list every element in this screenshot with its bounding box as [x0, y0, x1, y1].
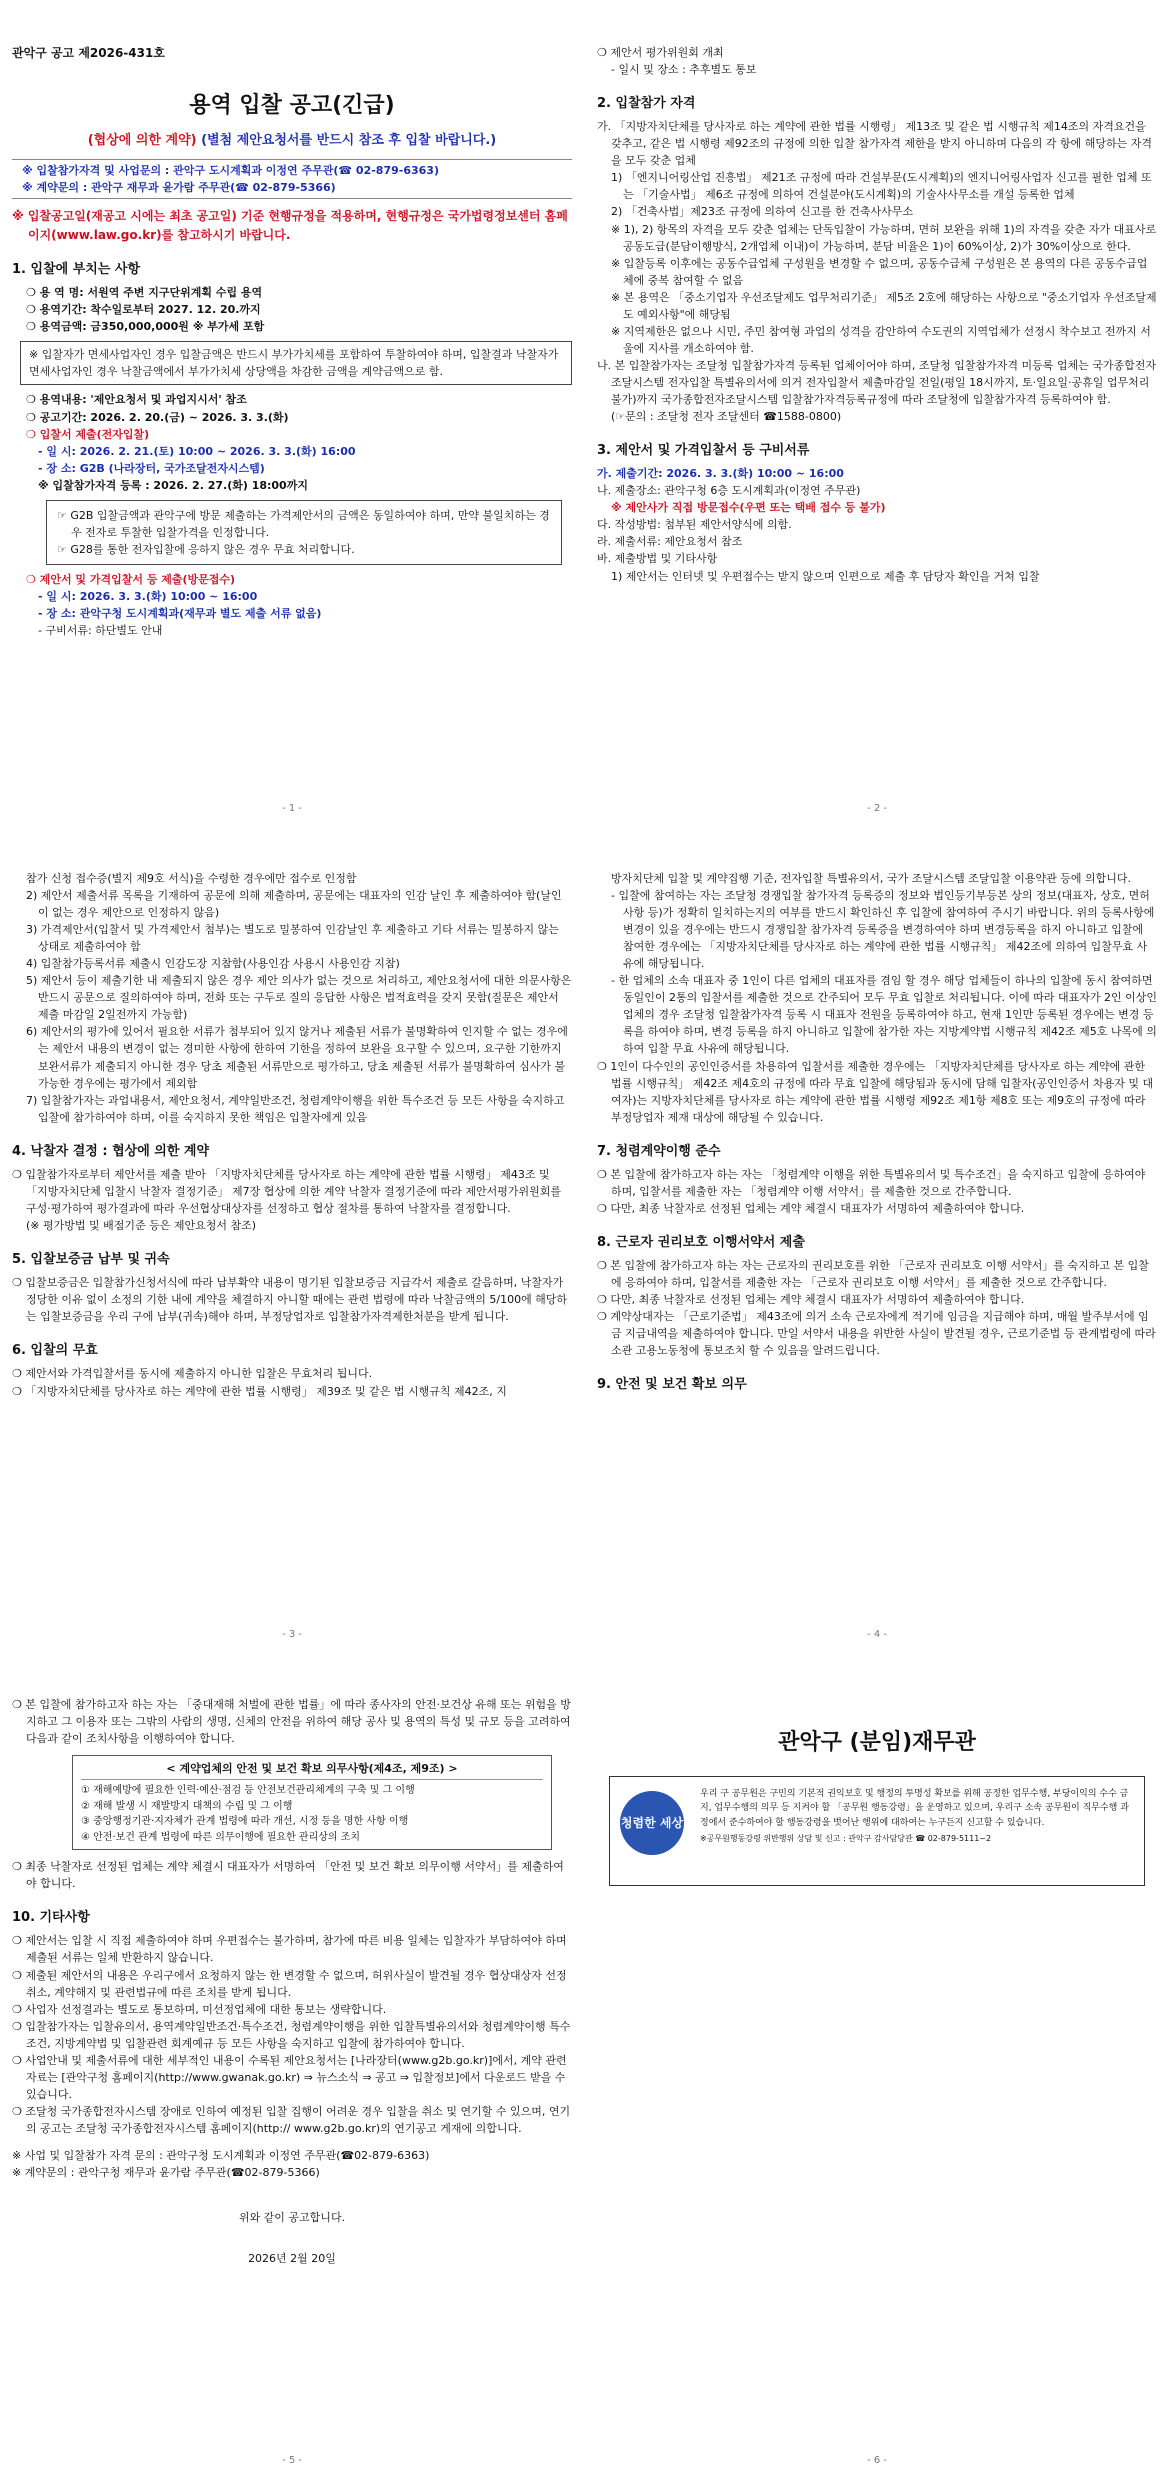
s2-item: 2) 「건축사법」제23조 규정에 의하여 신고를 한 건축사사무소	[611, 205, 914, 219]
page-number: - 2 -	[867, 802, 887, 814]
bid-location: - 장 소: G2B (나라장터, 국가조달전자시스템)	[38, 461, 265, 475]
section-4-title: 4. 낙찰자 결정 : 협상에 의한 계약	[12, 1143, 210, 1159]
s1-item: ❍ 제안서 및 가격입찰서 등 제출(방문접수)	[26, 572, 236, 586]
bid-notice: ☞ G2B 입찰금액과 관악구에 방문 제출하는 가격제안서의 금액은 동일하여야 하며, 만약 불일치하는 경우 전자로 투찰한 입찰가격을 인정합니다.	[57, 508, 550, 539]
safety-item: ③ 중앙행정기관·지자체가 관계 법령에 따라 개선, 시정 등을 명한 사항 이행	[81, 1816, 409, 1828]
s10-item: ❍ 입찰참가자는 입찰유의서, 용역계약일반조건·특수조건, 청렴계약이행을 위한 입찰특별유의서와 청렴계약이행 특수조건, 지방계약법 및 입찰관련 회계예규 등 모든 사항을 숙지하고 입찰에 참가하여야 합니다.	[12, 2019, 571, 2050]
p3-item: 2) 제안서 제출서류 목록을 기재하여 공문에 의해 제출하며, 공문에는 대표자의 인감 날인 후 제출하여야 함(날인이 없는 경우 제안으로 인정하지 않음)	[26, 889, 562, 920]
page-title: 용역 입찰 공고(긴급)	[189, 92, 395, 118]
p5-item: ❍ 본 입찰에 참가하고자 하는 자는 「중대재해 처벌에 관한 법률」에 따라 종사자의 안전·보건상 유해 또는 위험을 방지하고 그 이용자 또는 그밖의 사람의 생명, 신체의 안전을 위하여 해당 공사 및 용역의 특성 및 규모 등을 고려하여 다음과 같이 조치사항을 이행하여야 합니다.	[12, 1698, 571, 1746]
page-5-content	[12, 1696, 572, 2267]
s7-item: ❍ 다만, 최종 낙찰자로 선정된 업체는 계약 체결시 대표자가 서명하여 제출하여야 합니다.	[597, 1201, 1025, 1215]
page-3	[0, 826, 584, 1652]
s8-item: ❍ 본 입찰에 참가하고자 하는 자는 근로자의 권리보호를 위한 「근로자 권리보호 이행 서약서」를 숙지하고 본 입찰에 응하여야 하며, 입찰서를 제출한 자는 「근로자 권리보호 이행 서약서」를 제출한 것으로 간주합니다.	[597, 1259, 1149, 1290]
s2-item: (☞문의 : 조달청 전자 조달센터 ☎1588-0800)	[611, 410, 842, 424]
p4-item: - 입찰에 참여하는 자는 조달청 경쟁입찰 참가자격 등록증의 정보와 법인등기부등본 상의 정보(대표자, 상호, 면허사항 등)가 정확히 일치하는지의 여부를 반드시 확인하신 후 입찰에 참여하여 주시기 바랍니다. 위의 등록사항에 변경이 있을 경우에는 반드시 경쟁입찰 참가자격 등록증을 변경하여야 하며 변경등록을 하지 아니하고 입찰에 참여한 경우에는 「지방자치단체를 당사자로 하는 계약에 관한 법률 시행규칙」 제42조에 의하여 입찰무효 사유에 해당됩니다.	[611, 889, 1155, 971]
page-number: - 5 -	[282, 2454, 302, 2466]
submit-documents: - 구비서류: 하단별도 안내	[38, 624, 163, 638]
issuer-title: 관악구 (분임)재무관	[778, 1730, 976, 1755]
page-2-content	[597, 44, 1157, 585]
p2-item: ❍ 제안서 평가위원회 개최	[597, 46, 724, 59]
s2-item: ※ 지역제한은 없으나 시민, 주민 참여형 과업의 성격을 감안하여 수도권의 지역업체가 선정시 착수보고 전까지 서울에 지사를 개소하여야 함.	[611, 324, 1151, 355]
s3-item: 라. 제출서류: 제안요청서 참조	[597, 535, 743, 549]
safety-item: ② 재해 발생 시 재발방지 대책의 수립 및 그 이행	[81, 1800, 293, 1812]
subtitle	[12, 131, 572, 151]
bid-notice-box	[46, 500, 562, 565]
notice-number: 관악구 공고 제2026-431호	[12, 46, 165, 60]
p4-item: ❍ 1인이 다수인의 공인인증서를 차용하여 입찰서를 제출한 경우에는 「지방자치단체를 당사자로 하는 계약에 관한 법률 시행규칙」 제42조 제4호의 규정에 따라 무효 입찰에 해당됨과 동시에 담해 입찰자(공인인증서 차용자 및 대여자)는 지방자치단체를 당사자로 하는 계약에 관한 법률 시행령 제92조 제1항 제8호 또는 제9호의 규정에 따라 부정당업자 제재 대상에 해당될 수 있습니다.	[597, 1059, 1154, 1124]
s4-item: ❍ 입찰참가자로부터 제안서를 제출 받아 「지방자치단체를 당사자로 하는 계약에 관한 법률 시행령」 제43조 및 「지방자치단체 입찰시 낙찰자 결정기준」 제7장 협상에 의한 계약 낙찰자 결정기준에 따라 제안서평가위원회를 구성·평가하여 평가결과에 따라 우선협상대상자를 선정하고 협상 절차를 통하여 낙찰자를 결정합니다.	[12, 1167, 562, 1215]
s10-item: ❍ 사업자 선정결과는 별도로 통보하며, 미선정업체에 대한 통보는 생략합니다.	[12, 2002, 387, 2016]
s3-item: 1) 제안서는 인터넷 및 우편접수는 받지 않으며 인편으로 제출 후 담당자 확인을 거쳐 입찰	[611, 569, 1040, 583]
integrity-text-block	[700, 1787, 1134, 1846]
regulation-warning: ※ 입찰공고일(재공고 시에는 최초 공고일) 기준 현행규정을 적용하며, 현행규정은 국가법령정보센터 홈페이지(www.law.go.kr)를 참고하시기 바랍니다.	[12, 208, 568, 242]
s10-item: ❍ 조달청 국가종합전자시스템 장애로 인하여 예정된 입찰 집행이 어려운 경우 입찰을 취소 및 연기할 수 있으며, 연기의 공고는 조달청 국가종합전자시스템 홈페이지(http:// www.g2b.go.kr)의 연기공고 게재에 의합니다.	[12, 2104, 571, 2135]
s2-item: 1) 「엔지니어링산업 진흥법」 제21조 규정에 따라 건설부문(도시계획)의 엔지니어링사업자 신고를 필한 업체 또는 「기술사법」 제6조 규정에 의하여 건설분야(도시계획)의 기술사사무소를 개설 등록한 업체	[611, 171, 1152, 202]
s1-item: ❍ 용역기간: 착수일로부터 2027. 12. 20.까지	[26, 303, 261, 317]
page-3-content	[12, 870, 572, 1400]
integrity-box	[609, 1776, 1145, 1886]
p3-item: 7) 입찰참가자는 과업내용서, 제안요청서, 계약일반조건, 청렴계약이행을 위한 특수조건 등 모든 사항을 숙지하고 입찰에 참가하여야 하며, 이를 숙지하지 못한 책임은 입찰자에게 있음	[26, 1093, 565, 1124]
s4-item: (※ 평가방법 및 배점기준 등은 제안요청서 참조)	[26, 1218, 257, 1232]
contact-qualification: ※ 입찰참가자격 및 사업문의 : 관악구 도시계획과 이정연 주무관(☎ 02-879-6363)	[22, 163, 439, 177]
section-5-title: 5. 입찰보증금 납부 및 귀속	[12, 1252, 170, 1268]
s10-item: ❍ 사업안내 및 제출서류에 대한 세부적인 내용이 수록된 제안요청서는 [나라장터(www.g2b.go.kr)]에서, 계약 관련 자료는 [관악구청 홈페이지(http://www.gwanak.go.kr) ⇒ 뉴스소식 ⇒ 공고 ⇒ 입찰정보]에서 다운로드 받을 수 있습니다.	[12, 2053, 567, 2101]
p5-item: ❍ 최종 낙찰자로 선정된 업체는 계약 체결시 대표자가 서명하여 「안전 및 보건 확보 의무이행 서약서」를 제출하여야 합니다.	[12, 1860, 564, 1891]
s5-item: ❍ 입찰보증금은 입찰참가신청서식에 따라 납부확약 내용이 명기된 입찰보증금 지급각서 제출로 갈음하며, 낙찰자가 정당한 이유 없이 소정의 기한 내에 계약을 체결하지 아니할 때에는 관련 법령에 따라 낙찰금액의 5/100에 해당하는 입찰보증금을 우리 구에 납부(귀속)해야 하며, 부정당업자로 입찰참가자격제한처분을 받게 됩니다.	[12, 1276, 568, 1324]
s1-item: ❍ 공고기간: 2026. 2. 20.(금) ~ 2026. 3. 3.(화)	[26, 410, 289, 424]
s2-item: ※ 본 용역은 「중소기업자 우선조달제도 업무처리기준」 제5조 2호에 해당하는 사항으로 "중소기업자 우선조달제도 예외사항"에 해당됨	[611, 290, 1157, 321]
submit-datetime: - 일 시: 2026. 3. 3.(화) 10:00 ~ 16:00	[38, 589, 258, 603]
s8-item: ❍ 계약상대자는 「근로기준법」 제43조에 의거 소속 근로자에게 적기에 임금을 지급해야 하며, 매월 발주부서에 임금 지급내역을 제출하여야 합니다. 만일 서약서 내용을 위반한 사실이 발견될 경우, 근로기준법 등 관계법령에 따라 소관 고용노동청에 통보조치 할 수 있음을 알려드립니다.	[597, 1310, 1156, 1358]
p3-item: 3) 가격제안서(입찰서 및 가격제안서 첨부)는 별도로 밀봉하여 인감날인 후 제출하고 기타 서류는 밀봉하지 않는 상태로 제출하여야 함	[26, 923, 559, 954]
s3-item: 나. 제출장소: 관악구청 6층 도시계획과(이정연 주무관)	[597, 484, 861, 498]
section-6-title: 6. 입찰의 무효	[12, 1343, 98, 1359]
section-7-title: 7. 청렴계약이행 준수	[597, 1143, 721, 1159]
bid-registration: ※ 입찰참가자격 등록 : 2026. 2. 27.(화) 18:00까지	[38, 478, 308, 492]
s2-item: 나. 본 입찰참가자는 조달청 입찰참가자격 등록된 업체이어야 하며, 조달청 입찰참가자격 미등록 업체는 국가종합전자조달시스템 전자입찰 특별유의서에 의거 전자입찰서 제출마감일 전일(평일 18시까지, 토·일요일·공휴일 업무처리 불가)까지 국가종합전자조달시스템 입찰참가자격등록규정에 따라 조달청에 입찰참가자격 등록하여야 함.	[597, 358, 1156, 406]
integrity-logo-icon: 청렴한 세상	[620, 1791, 684, 1855]
section-3-title: 3. 제안서 및 가격입찰서 등 구비서류	[597, 443, 810, 459]
page-number: - 4 -	[867, 1628, 887, 1640]
page-4	[585, 826, 1169, 1652]
s6-item: ❍ 제안서와 가격입찰서를 동시에 제출하지 아니한 입찰은 무효처리 됩니다.	[12, 1367, 373, 1381]
contact-box	[12, 159, 572, 199]
s2-item: ※ 1), 2) 항목의 자격을 모두 갖춘 업체는 단독입찰이 가능하며, 면허 보완을 위해 1)의 자격을 갖춘 자가 대표사로 공동도급(분담이행방식, 2개업체 이내)이 가능하며, 분담 비율은 1)이 60%이상, 2)가 30%이상으로 한다.	[611, 222, 1157, 253]
s3-item: 가. 제출기간: 2026. 3. 3.(화) 10:00 ~ 16:00	[597, 467, 844, 481]
page-number: - 3 -	[282, 1628, 302, 1640]
s10-item: ❍ 제출된 제안서의 내용은 우리구에서 요청하지 않는 한 변경할 수 없으며, 허위사실이 발견될 경우 협상대상자 선정취소, 계약해지 및 관련법규에 따른 조치를 받게 됩니다.	[12, 1968, 567, 1999]
contact-line: ※ 사업 및 입찰참가 자격 문의 : 관악구청 도시계획과 이정연 주무관(☎02-879-6363)	[12, 2148, 430, 2162]
contact-line: ※ 계약문의 : 관악구청 재무과 윤가람 주무관(☎02-879-5366)	[12, 2166, 320, 2180]
closing-statement: 위와 같이 공고합니다.	[238, 2211, 346, 2225]
s7-item: ❍ 본 입찰에 참가하고자 하는 자는 「청렴계약 이행을 위한 특별유의서 및 특수조건」을 숙지하고 입찰에 응하여야 하며, 입찰서를 제출한 자는 「청렴계약 이행 서약서」를 제출한 것으로 간주합니다.	[597, 1167, 1146, 1198]
s2-item: 가. 「지방자치단체를 당사자로 하는 계약에 관한 법률 시행령」 제13조 및 같은 법 시행규칙 제14조의 자격요건을 갖추고, 같은 법 시행령 제92조의 규정에 의한 입찰 참가자격 제한을 받지 아니하며 다음의 각 항에 해당하는 자격을 모두 갖춘 업체	[597, 120, 1152, 168]
p3-item: 5) 제안서 등이 제출기한 내 제출되지 않은 경우 제안 의사가 없는 것으로 처리하고, 제안요청서에 대한 의문사항은 반드시 공문으로 질의하여야 하며, 전화 또는 구두로 질의 응답한 사항은 법적효력을 갖지 못함(질문은 제안서 제출 마감일 2일전까지 가능함)	[26, 974, 572, 1022]
s3-item: ※ 제안사가 직접 방문접수(우편 또는 택배 접수 등 불가)	[611, 501, 886, 515]
s2-item: ※ 입찰등록 이후에는 공동수급업체 구성원을 변경할 수 없으며, 공동수급체 구성원은 본 용역의 다른 공동수급업체에 중복 참여할 수 없음	[611, 256, 1148, 287]
page-1	[0, 0, 584, 826]
p3-item: 4) 입찰참가등록서류 제출시 인감도장 지참함(사용인감 사용시 사용인감 지참)	[26, 957, 400, 971]
section-9-title: 9. 안전 및 보건 확보 의무	[597, 1377, 747, 1393]
s10-item: ❍ 제안서는 입찰 시 직접 제출하여야 하며 우편접수는 불가하며, 참가에 따른 비용 일체는 입찰자가 부담하여야 하며 제출된 서류는 일체 반환하지 않습니다.	[12, 1934, 567, 1965]
vat-note-box: ※ 입찰자가 면세사업자인 경우 입찰금액은 반드시 부가가치세를 포함하여 투찰하여야 하며, 입찰결과 낙찰자가 면세사업자인 경우 낙찰금액에서 부가가치세 상당액을 차감한 금액을 계약금액으로 함.	[20, 341, 572, 385]
s3-item: 다. 작성방법: 첨부된 제안서양식에 의함.	[597, 518, 792, 532]
s1-item: ❍ 용역내용: '제안요청서 및 과업지시서' 참조	[26, 393, 247, 407]
page-number: - 1 -	[282, 802, 302, 814]
page-2	[585, 0, 1169, 826]
p4-item: - 한 업체의 소속 대표자 중 1인이 다른 업체의 대표자를 겸임 할 경우 해당 업체들이 하나의 입찰에 동시 참여하면 동일인이 2통의 입찰서를 제출한 것으로 간주되어 모두 무효 입찰로 처리됩니다. 이에 따라 대표자가 2인 이상인 업체의 경우 조달청 입찰참가자격 등록 시 대표자 전원을 등록하여야 하고, 현재 1인만 등록된 경우에는 변경 등록을 하여야 하며, 변경 등록을 하지 아니하고 입찰에 참가한 자는 지방계약법 시행규칙 제42조 제5호 나목에 의하여 입찰 무효 사유에 해당됩니다.	[611, 974, 1157, 1056]
p2-item: - 일시 및 장소 : 추후별도 통보	[611, 63, 757, 77]
contact-contract: ※ 계약문의 : 관악구 재무과 윤가람 주무관(☎ 02-879-5366)	[22, 180, 336, 194]
bid-datetime: - 일 시: 2026. 2. 21.(토) 10:00 ~ 2026. 3. 3.(화) 16:00	[38, 444, 356, 458]
s8-item: ❍ 다만, 최종 낙찰자로 선정된 업체는 계약 체결시 대표자가 서명하여 제출하여야 합니다.	[597, 1293, 1025, 1307]
safety-box-title: < 계약업체의 안전 및 보건 확보 의무사항(제4조, 제9조) >	[81, 1760, 543, 1780]
integrity-report-contact: ※공무원행동강령 위반행위 상담 및 신고 : 관악구 감사담당관 ☎ 02-879-5111~2	[700, 1834, 992, 1844]
p4-item: 방자치단체 입찰 및 계약집행 기준, 전자입찰 특별유의서, 국가 조달시스템 조달입찰 이용약관 등에 의합니다.	[611, 872, 1131, 885]
s1-item: ❍ 용역금액: 금350,000,000원 ※ 부가세 포함	[26, 320, 265, 334]
subtitle-contract-type: (협상에 의한 계약)	[87, 132, 197, 148]
submit-location: - 장 소: 관악구청 도시계획과(재무과 별도 제출 서류 없음)	[38, 607, 322, 620]
page-5	[0, 1652, 584, 2478]
page-6-content	[597, 1696, 1157, 1902]
page-4-content	[597, 870, 1157, 1400]
safety-item: ④ 안전·보건 관계 법령에 따른 의무이행에 필요한 관리상의 조치	[81, 1831, 361, 1843]
p3-item: 참가 신청 접수증(별지 제9호 서식)을 수령한 경우에만 접수로 인정함	[26, 872, 357, 885]
notice-date: 2026년 2월 20일	[248, 2252, 336, 2266]
s1-item: ❍ 용 역 명: 서원역 주변 지구단위계획 수립 용역	[26, 286, 263, 300]
subtitle-note: (별첨 제안요청서를 반드시 참조 후 입찰 바랍니다.)	[201, 132, 497, 148]
section-8-title: 8. 근로자 권리보호 이행서약서 제출	[597, 1234, 805, 1250]
page-6	[585, 1652, 1169, 2478]
s3-item: 바. 제출방법 및 기타사항	[597, 552, 718, 566]
section-2-title: 2. 입찰참가 자격	[597, 96, 696, 112]
bid-notice: ☞ G28를 통한 전자입찰에 응하지 않은 경우 무효 처리합니다.	[57, 542, 355, 556]
p3-item: 6) 제안서의 평가에 있어서 필요한 서류가 첨부되어 있지 않거나 제출된 서류가 불명확하여 인지할 수 없는 경우에는 제안서 내용의 변경이 없는 경미한 사항에 한하여 기한을 정하여 보완을 요구할 수 있으며, 요구한 기한까지 보완서류가 제출되지 아니한 경우 당초 제출된 서류만으로 평가하고, 당초 제출된 서류가 불명확하여 심사가 불가능한 경우에는 평가에서 제외함	[26, 1025, 568, 1090]
integrity-text: 우리 구 공무원은 구민의 기본적 권익보호 및 행정의 투명성 확보를 위해 공정한 업무수행, 부당이익의 수수 금지, 업무수행의 의무 등 지켜야 할 「공무원 행동강령」을 운영하고 있으며, 우리구 소속 공무원이 직무수행 과정에서 준수하여야 할 행동강령을 벗어난 행위에 대하여는 누구든지 신고할 수 있습니다.	[700, 1789, 1129, 1828]
safety-obligation-box	[72, 1755, 552, 1850]
page-1-content	[12, 44, 572, 639]
section-1-title: 1. 입찰에 부치는 사항	[12, 262, 141, 278]
section-10-title: 10. 기타사항	[12, 1910, 90, 1926]
s6-item: ❍ 「지방자치단체를 당사자로 하는 계약에 관한 법률 시행령」 제39조 및 같은 법 시행규칙 제42조, 지	[12, 1384, 507, 1398]
page-number: - 6 -	[867, 2454, 887, 2466]
safety-item: ① 재해예방에 필요한 인력·예산·점검 등 안전보건관리체계의 구축 및 그 이행	[81, 1785, 415, 1797]
s1-item: ❍ 입찰서 제출(전자입찰)	[26, 427, 150, 441]
